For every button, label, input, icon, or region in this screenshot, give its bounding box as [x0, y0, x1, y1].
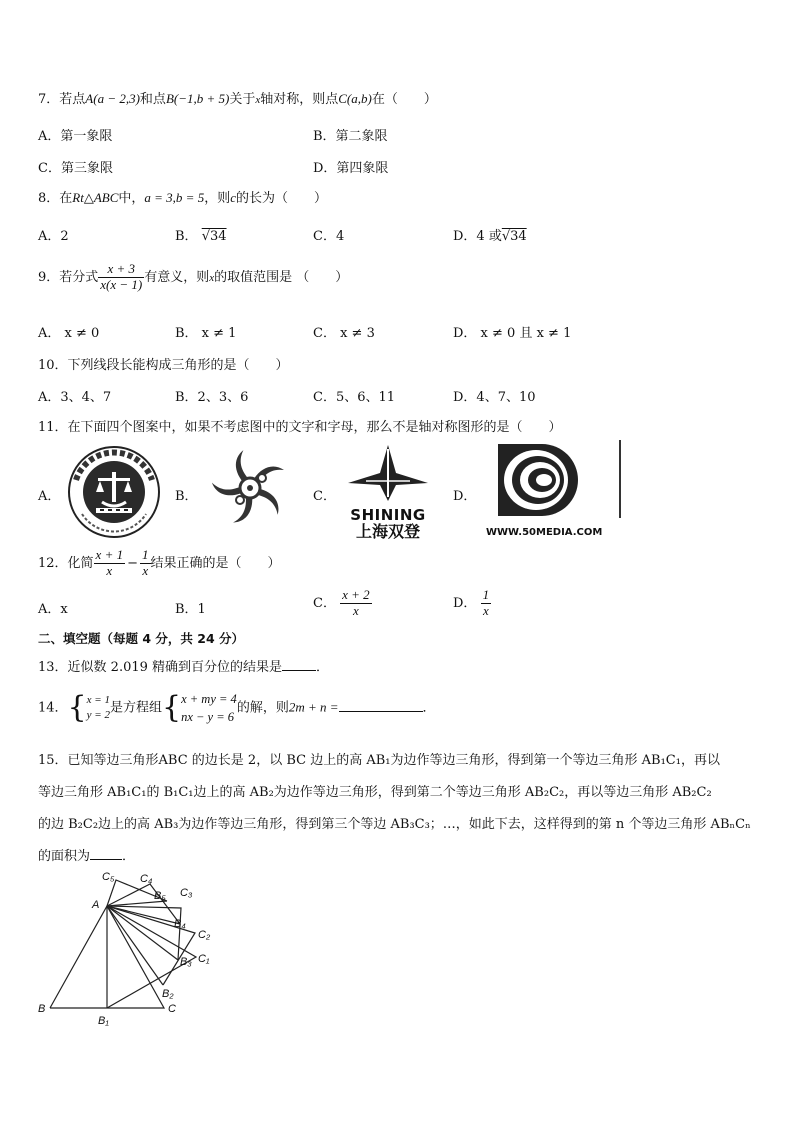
q8-option-a: A．2 — [38, 229, 69, 244]
q7-stem: 7．若点A(a − 2,3)和点B(−1,b + 5)关于x轴对称，则点C(a,b)在（ ） — [38, 91, 437, 107]
q9-fraction: $\frac{x + 3}{x(x - 1)}$ — [100, 261, 143, 292]
section-heading-fill-in: 二、填空题（每题 4 分，共 24 分） — [38, 631, 245, 646]
label-c: C — [168, 1003, 176, 1015]
q11-label-b: B． — [175, 489, 198, 504]
label-c2: C₂ — [198, 929, 211, 941]
q13-answer-blank[interactable] — [282, 670, 316, 671]
label-b3: B₃ — [180, 956, 192, 968]
q15-line-1: 15．已知等边三角形ABC 的边长是 2，以 BC 边上的高 AB₁为边作等边三角形，得到第一个等边三角形 AB₁C₁，再以 — [38, 753, 720, 768]
q12-stem: 12．化简 $\frac{x + 1}{x}$ − $\frac{1}{x}$ 结果正确的是（ ） — [38, 547, 281, 578]
q10-stem: 10．下列线段长能构成三角形的是（ ） — [38, 358, 289, 373]
q12-option-a: A．x — [38, 602, 68, 617]
pinwheel-logo-image — [210, 448, 290, 528]
concentric-arcs-image — [484, 440, 624, 518]
q11-label-c: C． — [313, 489, 336, 504]
q13-stem: 13．近似数 2.019 精确到百分位的结果是 ． — [38, 660, 330, 675]
label-c5: C₅ — [102, 871, 115, 883]
q8-option-b: B． √34 — [175, 229, 227, 244]
label-a: A — [92, 899, 100, 911]
q7-option-d: D．第四象限 — [313, 161, 389, 176]
media-logo-text: WWW.50MEDIA.COM — [486, 527, 603, 538]
lawyers-association-seal-image — [66, 444, 162, 540]
q14-stem: 14．{ x = 1 y = 2 是方程组{ x + my = 4 nx − y = 6 的解，则2m + n = ． — [38, 690, 436, 725]
q15-line-4: 的面积为 ． — [38, 849, 136, 864]
q10-option-c: C．5、6、11 — [313, 390, 396, 405]
q12-option-c: C． $\frac{x + 2}{x}$ — [313, 587, 370, 618]
q11-stem: 11．在下面四个图案中，如果不考虑图中的文字和字母，那么不是轴对称图形的是（ ） — [38, 420, 562, 435]
shining-logo-chinese: 上海双登 — [355, 522, 420, 541]
q9-option-d: D． x ≠ 0 且 x ≠ 1 — [453, 326, 572, 341]
q14-answer-blank[interactable] — [339, 711, 423, 712]
q10-option-a: A．3、4、7 — [38, 390, 112, 405]
q15-line-3: 的边 B₂C₂边上的高 AB₃为边作等边三角形，得到第三个等边 AB₃C₃；…，如此下去，这样得到的第 n 个等边三角形 ABₙCₙ — [38, 817, 751, 832]
shining-logo — [346, 443, 430, 539]
q9-stem: 9．若分式 $\frac{x + 3}{x(x - 1)}$ 有意义，则x的取值范围是 （ ） — [38, 261, 349, 292]
q9-option-a: A． x ≠ 0 — [38, 326, 100, 341]
q12-option-b: B．1 — [175, 602, 206, 617]
q9-option-b: B． x ≠ 1 — [175, 326, 237, 341]
q10-option-b: B．2、3、6 — [175, 390, 249, 405]
triangle-sequence-figure — [30, 866, 230, 1031]
label-c3: C₃ — [180, 887, 193, 899]
q15-answer-blank[interactable] — [90, 859, 122, 860]
q9-option-c: C． x ≠ 3 — [313, 326, 375, 341]
label-b: B — [38, 1003, 46, 1015]
media-logo — [484, 440, 624, 540]
triangle-ab4c4 — [107, 884, 180, 924]
q7-option-c: C．第三象限 — [38, 161, 113, 176]
q8-stem: 8．在Rt△ABC中，a = 3,b = 5，则c的长为（ ） — [38, 190, 328, 206]
label-c4: C₄ — [140, 873, 153, 885]
q11-label-d: D． — [453, 489, 477, 504]
q15-line-2: 等边三角形 AB₁C₁的 B₁C₁边上的高 AB₂为边作等边三角形，得到第二个等边三角形 AB₂C₂，再以等边三角形 AB₂C₂ — [38, 785, 712, 800]
q12-option-d: D． $\frac{1}{x}$ — [453, 587, 490, 618]
q8-option-d: D．4 或√34 — [453, 229, 527, 244]
label-c1: C₁ — [198, 953, 210, 965]
label-b1: B₁ — [98, 1015, 109, 1027]
shining-logo-text: SHINING — [350, 506, 426, 524]
label-b5: B₅ — [154, 890, 166, 902]
q10-option-d: D．4、7、10 — [453, 390, 536, 405]
label-b4: B₄ — [174, 918, 186, 930]
q11-label-a: A． — [38, 489, 61, 504]
label-b2: B₂ — [162, 988, 174, 1000]
star-emblem-image — [346, 443, 430, 503]
q7-option-a: A．第一象限 — [38, 129, 113, 144]
q8-option-c: C．4 — [313, 229, 345, 244]
q7-option-b: B．第二象限 — [313, 129, 388, 144]
segment-ab3 — [107, 906, 178, 960]
